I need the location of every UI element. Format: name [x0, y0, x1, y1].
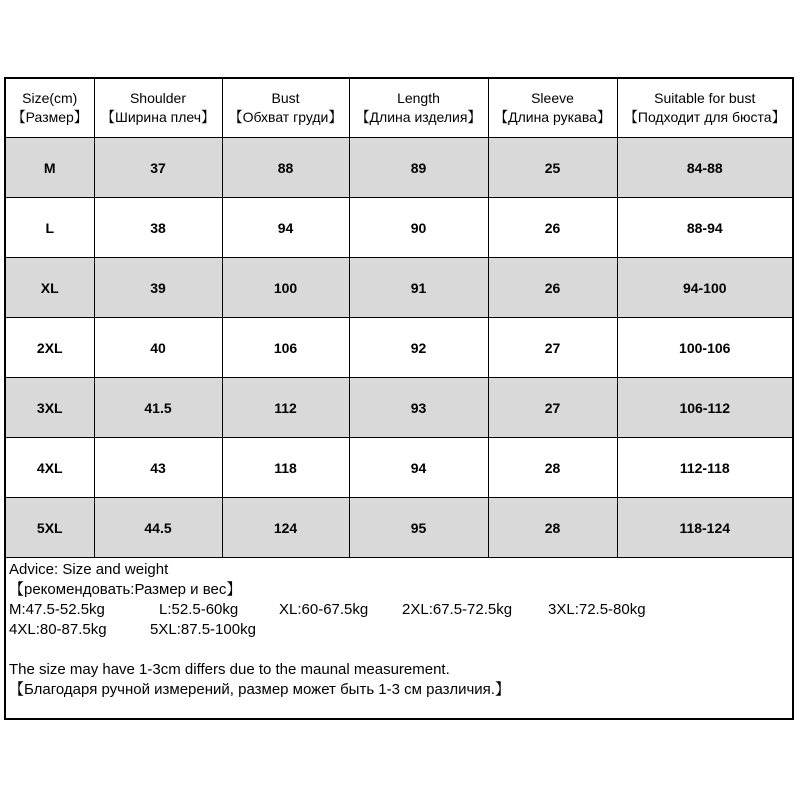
cell-suitable-bust: 84-88 — [617, 138, 792, 198]
cell-shoulder: 41.5 — [94, 378, 222, 438]
header-shoulder: Shoulder 【Ширина плеч】 — [94, 79, 222, 138]
cell-shoulder: 39 — [94, 258, 222, 318]
cell-sleeve: 26 — [488, 198, 617, 258]
header-size: Size(cm) 【Размер】 — [6, 79, 94, 138]
cell-bust: 100 — [222, 258, 349, 318]
table-row — [6, 258, 792, 318]
table-row — [6, 498, 792, 558]
table-row — [6, 138, 792, 198]
cell-size: XL — [6, 258, 94, 318]
cell-shoulder: 43 — [94, 438, 222, 498]
cell-length: 92 — [349, 318, 488, 378]
size-chart-frame — [4, 77, 794, 720]
size-chart-table — [6, 79, 792, 558]
cell-size: L — [6, 198, 94, 258]
cell-shoulder: 44.5 — [94, 498, 222, 558]
cell-bust: 124 — [222, 498, 349, 558]
header-sleeve: Sleeve 【Длина рукава】 — [488, 79, 617, 138]
cell-sleeve: 27 — [488, 378, 617, 438]
cell-length: 94 — [349, 438, 488, 498]
cell-sleeve: 26 — [488, 258, 617, 318]
weight-xl: XL:60-67.5kg — [279, 601, 369, 618]
weight-list-line-1 — [9, 600, 789, 620]
weight-5xl: 5XL:87.5-100kg — [150, 621, 256, 638]
cell-length: 93 — [349, 378, 488, 438]
table-row — [6, 198, 792, 258]
cell-size: 3XL — [6, 378, 94, 438]
cell-shoulder: 40 — [94, 318, 222, 378]
cell-suitable-bust: 94-100 — [617, 258, 792, 318]
cell-suitable-bust: 112-118 — [617, 438, 792, 498]
header-length: Length 【Длина изделия】 — [349, 79, 488, 138]
cell-length: 91 — [349, 258, 488, 318]
cell-sleeve: 25 — [488, 138, 617, 198]
cell-length: 89 — [349, 138, 488, 198]
cell-suitable-bust: 106-112 — [617, 378, 792, 438]
cell-size: 5XL — [6, 498, 94, 558]
cell-suitable-bust: 100-106 — [617, 318, 792, 378]
cell-bust: 94 — [222, 198, 349, 258]
advice-title: Advice: Size and weight — [9, 561, 169, 578]
weight-list-line-2 — [9, 620, 789, 640]
cell-length: 95 — [349, 498, 488, 558]
cell-bust: 88 — [222, 138, 349, 198]
header-bust: Bust 【Обхват груди】 — [222, 79, 349, 138]
table-row — [6, 378, 792, 438]
cell-sleeve: 28 — [488, 438, 617, 498]
cell-sleeve: 27 — [488, 318, 617, 378]
cell-shoulder: 37 — [94, 138, 222, 198]
weight-4xl: 4XL:80-87.5kg — [9, 621, 107, 638]
measurement-note-ru: 【Благодаря ручной измерений, размер может быть 1-3 см различия.】 — [9, 681, 510, 698]
cell-bust: 112 — [222, 378, 349, 438]
cell-bust: 118 — [222, 438, 349, 498]
cell-suitable-bust: 118-124 — [617, 498, 792, 558]
weight-m: M:47.5-52.5kg — [9, 601, 105, 618]
weight-3xl: 3XL:72.5-80kg — [548, 601, 646, 618]
cell-size: 2XL — [6, 318, 94, 378]
cell-size: 4XL — [6, 438, 94, 498]
table-row — [6, 438, 792, 498]
advice-section — [9, 560, 789, 700]
cell-length: 90 — [349, 198, 488, 258]
spacer — [9, 640, 789, 660]
table-header-row — [6, 79, 792, 138]
cell-sleeve: 28 — [488, 498, 617, 558]
cell-size: M — [6, 138, 94, 198]
header-suitable-bust: Suitable for bust 【Подходит для бюста】 — [617, 79, 792, 138]
advice-title-ru: 【рекомендовать:Размер и вес】 — [9, 581, 242, 598]
cell-shoulder: 38 — [94, 198, 222, 258]
weight-l: L:52.5-60kg — [159, 601, 239, 618]
cell-suitable-bust: 88-94 — [617, 198, 792, 258]
cell-bust: 106 — [222, 318, 349, 378]
table-row — [6, 318, 792, 378]
measurement-note: The size may have 1-3cm differs due to the maunal measurement. — [9, 661, 450, 678]
weight-2xl: 2XL:67.5-72.5kg — [402, 601, 513, 618]
